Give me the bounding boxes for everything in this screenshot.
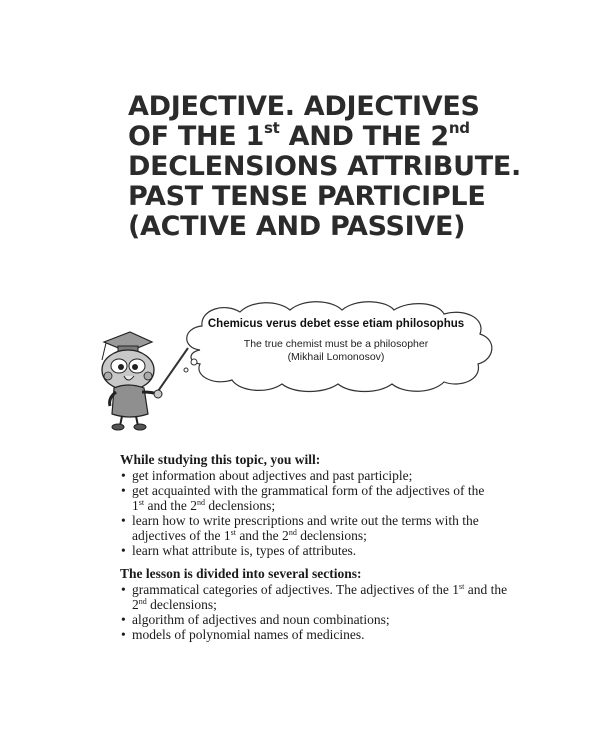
objectives-list — [120, 468, 510, 558]
professor-owl-with-pointer-icon — [86, 322, 196, 432]
title-line-4: PAST TENSE PARTICIPLE — [128, 181, 486, 212]
title-line-5: (ACTIVE AND PASSIVE) — [128, 211, 466, 242]
bullet-icon: • — [121, 513, 126, 528]
title-line-3: DECLENSIONS ATTRIBUTE. — [128, 151, 521, 182]
lesson-list — [120, 582, 510, 642]
lesson-heading: The lesson is divided into several sections: — [120, 566, 362, 581]
lesson-sections — [120, 566, 510, 642]
quote-translation: The true chemist must be a philosopher — [243, 338, 429, 350]
bullet-icon: • — [121, 627, 126, 642]
list-item: • algorithm of adjectives and noun combinations; — [121, 612, 390, 627]
list-item: • get information about adjectives and past participle; — [121, 468, 413, 483]
quote-author: (Mikhail Lomonosov) — [287, 351, 385, 363]
title-line-2: OF THE 1st AND THE 2nd — [128, 119, 470, 152]
bullet-icon: • — [121, 582, 126, 597]
bullet-icon: • — [121, 543, 126, 558]
list-item: • learn what attribute is, types of attributes. — [121, 543, 357, 558]
title-line-1: ADJECTIVE. ADJECTIVES — [128, 91, 480, 122]
objectives-heading: While studying this topic, you will: — [120, 452, 321, 467]
quote-latin: Chemicus verus debet esse etiam philosophus — [207, 318, 465, 330]
bullet-icon: • — [121, 612, 126, 627]
chapter-title — [128, 92, 548, 242]
list-item: • models of polynomial names of medicines. — [121, 627, 365, 642]
learning-objectives — [120, 452, 510, 558]
list-item: • get acquainted with the grammatical form of the adjectives of the 1st and the 2nd declensions; — [121, 483, 485, 513]
list-item: • grammatical categories of adjectives. The adjectives of the 1st and the 2nd declensions; — [121, 582, 508, 612]
bullet-icon: • — [121, 483, 126, 498]
list-item: • learn how to write prescriptions and write out the terms with the adjectives of the 1st and the 2nd declensions; — [121, 513, 479, 543]
bullet-icon: • — [121, 468, 126, 483]
